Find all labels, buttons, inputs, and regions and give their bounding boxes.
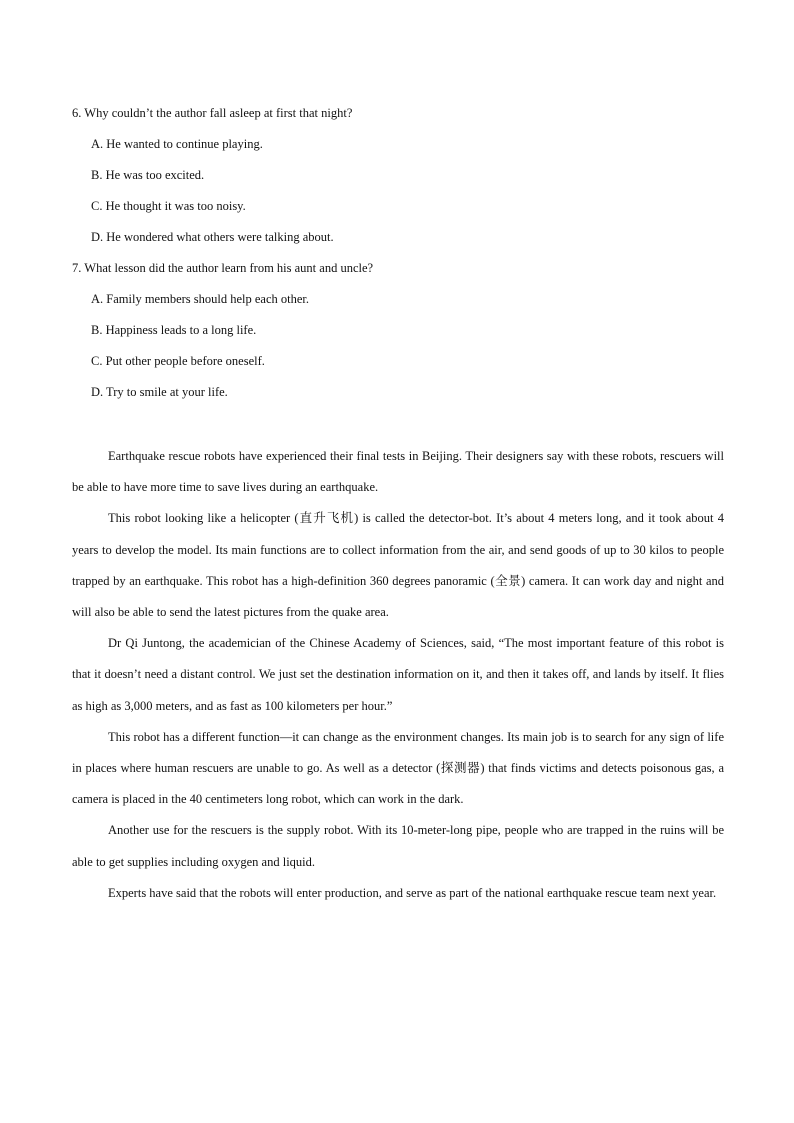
passage-paragraph-4: This robot has a different function—it can change as the environment changes. Its main job is to search for any sign of life in places where human rescuers are unable to go. As well as a detector (探测器) that finds victims and detects poisonous gas, a camera is placed in the 40 centimeters long robot, which can work in the dark. — [72, 729, 724, 807]
option-a: A. He wanted to continue playing. — [91, 137, 263, 151]
option-a: A. Family members should help each other. — [91, 292, 310, 306]
passage-paragraph-3: Dr Qi Juntong, the academician of the Chinese Academy of Sciences, said, “The most important feature of this robot is that it doesn’t need a distant control. We just set the destination information on it, and then it takes off, and lands by itself. It flies as high as 3,000 meters, and as fast as 100 kilometers per hour.” — [72, 636, 724, 713]
question-7 — [72, 255, 724, 410]
option-b: B. Happiness leads to a long life. — [91, 323, 257, 337]
reading-passage — [72, 441, 724, 909]
option-c: C. He thought it was too noisy. — [91, 199, 246, 213]
document-page — [72, 100, 724, 909]
question-stem: 6. Why couldn’t the author fall asleep at first that night? — [72, 106, 353, 120]
passage-paragraph-6: Experts have said that the robots will enter production, and serve as part of the national earthquake rescue team next year. — [108, 885, 717, 900]
option-c: C. Put other people before oneself. — [91, 354, 265, 368]
question-stem: 7. What lesson did the author learn from his aunt and uncle? — [72, 261, 374, 275]
option-d: D. Try to smile at your life. — [91, 385, 228, 399]
passage-paragraph-1: Earthquake rescue robots have experienced their final tests in Beijing. Their designers say with these robots, rescuers will be able to have more time to save lives during an earthquake. — [72, 449, 724, 495]
option-d: D. He wondered what others were talking about. — [91, 230, 334, 244]
option-b: B. He was too excited. — [91, 168, 205, 182]
question-6 — [72, 100, 724, 255]
passage-paragraph-2: This robot looking like a helicopter (直升飞机) is called the detector-bot. It’s about 4 meters long, and it took about 4 years to develop the model. Its main functions are to collect information from the air, and send goods of up to 30 kilos to people trapped by an earthquake. This robot has a high-definition 360 degrees panoramic (全景) camera. It can work day and night and will also be able to send the latest pictures from the quake area. — [72, 511, 724, 620]
passage-paragraph-5: Another use for the rescuers is the supply robot. With its 10-meter-long pipe, people who are trapped in the ruins will be able to get supplies including oxygen and liquid. — [72, 823, 724, 869]
